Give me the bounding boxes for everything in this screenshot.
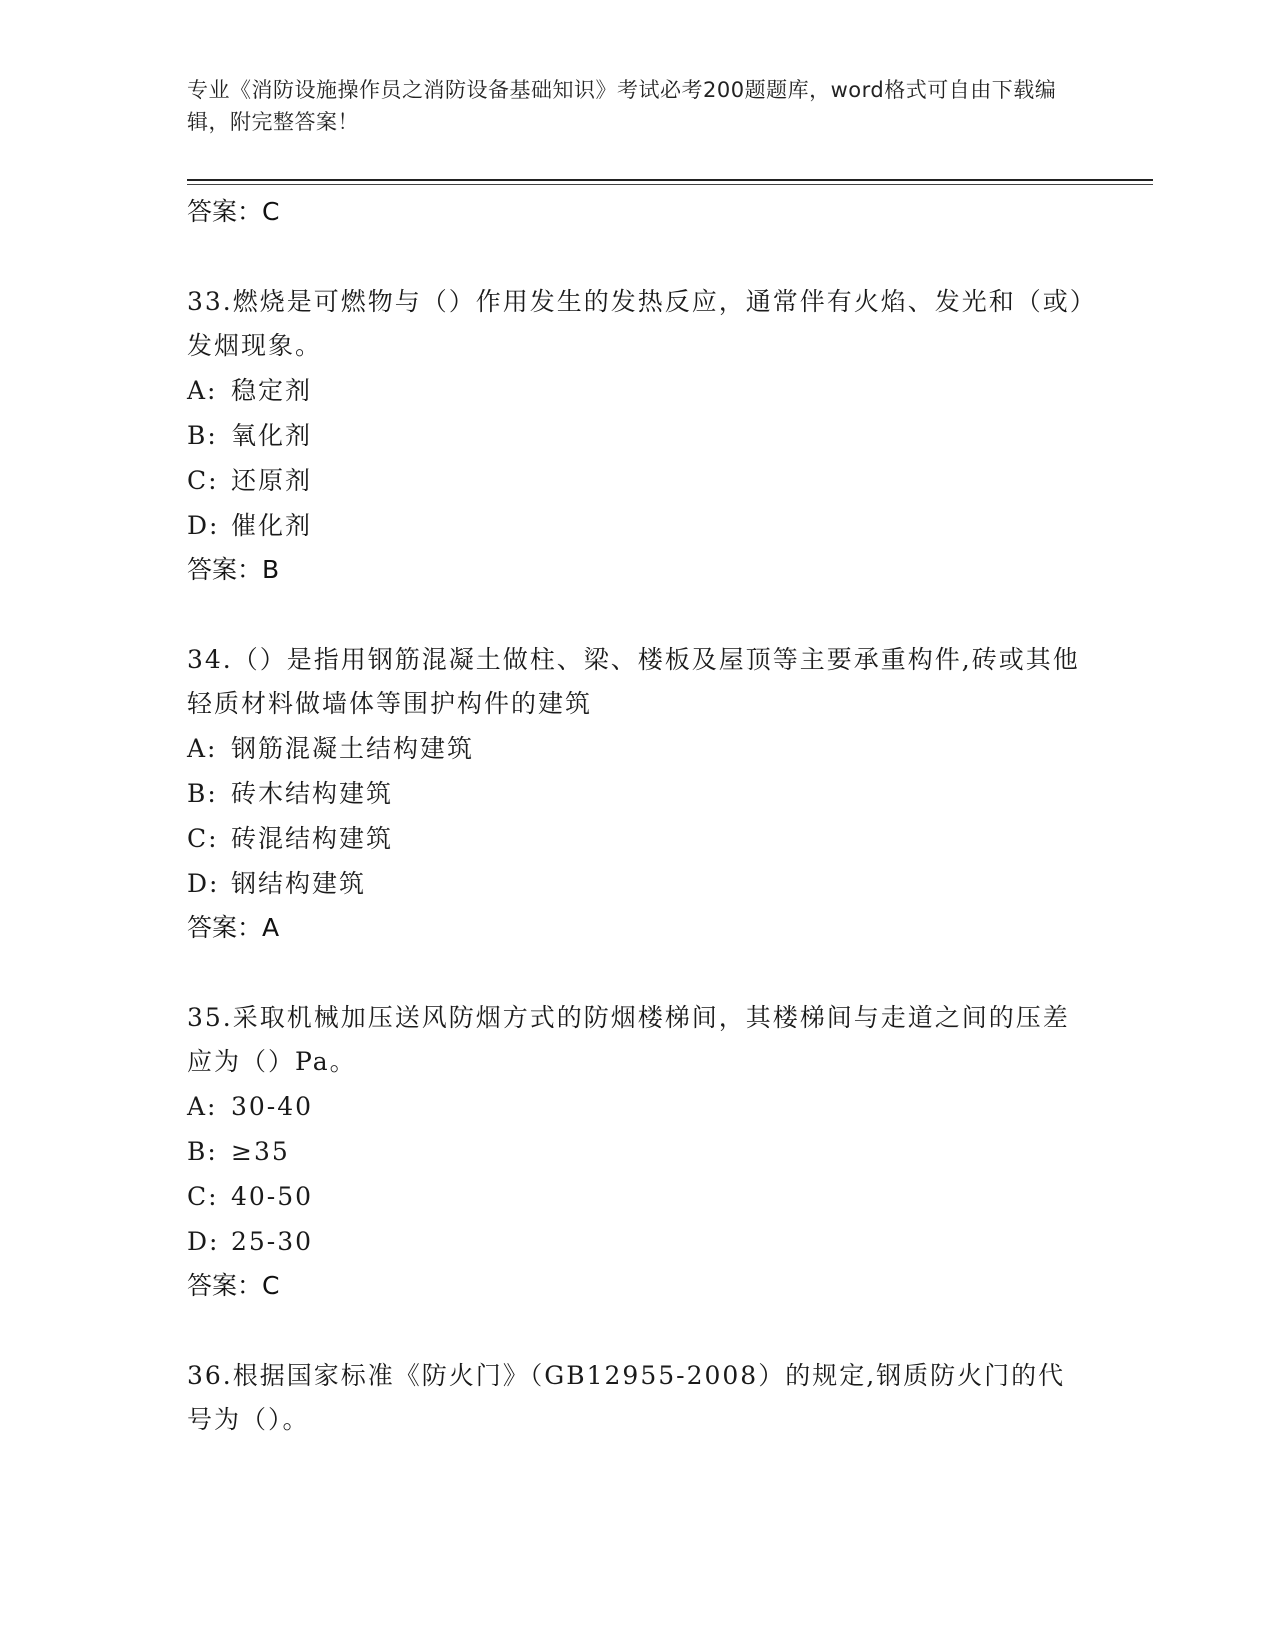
- question-block: [187, 1354, 1087, 1442]
- option-text: 砖混结构建筑: [231, 824, 394, 853]
- option-text: 砖木结构建筑: [231, 779, 394, 808]
- option-text: 25-30: [231, 1227, 314, 1256]
- option-c: [187, 458, 1087, 503]
- option-b: [187, 771, 1087, 816]
- header-divider-thin: [187, 184, 1153, 185]
- option-text: 钢结构建筑: [231, 869, 367, 898]
- option-text: 40-50: [231, 1182, 314, 1211]
- option-letter: C:: [187, 824, 219, 853]
- option-text: 还原剂: [231, 466, 313, 495]
- question-block: [187, 996, 1087, 1308]
- document-header: 专业《消防设施操作员之消防设备基础知识》考试必考200题题库，word格式可自由下载编辑，附完整答案！: [187, 78, 1057, 134]
- option-letter: C:: [187, 466, 219, 495]
- option-text: 30-40: [231, 1092, 314, 1121]
- option-a: [187, 726, 1087, 771]
- option-letter: B:: [187, 779, 218, 808]
- option-letter: D:: [187, 511, 220, 540]
- question-block: [187, 280, 1087, 592]
- option-letter: C:: [187, 1182, 219, 1211]
- option-letter: A:: [187, 1092, 218, 1121]
- question-stem: 35.采取机械加压送风防烟方式的防烟楼梯间，其楼梯间与走道之间的压差应为（）Pa。: [187, 1003, 1070, 1076]
- option-text: 氧化剂: [231, 421, 313, 450]
- option-text: 钢筋混凝土结构建筑: [231, 734, 475, 763]
- option-c: [187, 816, 1087, 861]
- option-d: [187, 1219, 1087, 1264]
- option-letter: D:: [187, 869, 220, 898]
- answer-line: 答案：B: [187, 555, 280, 584]
- option-b: [187, 1129, 1087, 1174]
- question-block: [187, 638, 1087, 950]
- question-stem: 34.（）是指用钢筋混凝土做柱、梁、楼板及屋顶等主要承重构件,砖或其他轻质材料做墙体等围护构件的建筑: [187, 645, 1080, 718]
- option-letter: A:: [187, 376, 218, 405]
- question-list: [187, 190, 1087, 1442]
- option-letter: D:: [187, 1227, 220, 1256]
- question-stem: 33.燃烧是可燃物与（）作用发生的发热反应，通常伴有火焰、发光和（或）发烟现象。: [187, 287, 1085, 360]
- option-letter: A:: [187, 734, 218, 763]
- option-text: 稳定剂: [231, 376, 313, 405]
- option-text: ≥35: [231, 1137, 290, 1166]
- option-b: [187, 413, 1087, 458]
- answer-line: 答案：C: [187, 197, 280, 226]
- option-letter: B:: [187, 1137, 218, 1166]
- answer-line: 答案：A: [187, 913, 280, 942]
- header-divider: [187, 179, 1153, 181]
- option-a: [187, 1084, 1087, 1129]
- question-stem: 36.根据国家标准《防火门》（GB12955-2008）的规定,钢质防火门的代号为（）。: [187, 1361, 1066, 1434]
- option-a: [187, 368, 1087, 413]
- option-d: [187, 861, 1087, 906]
- option-c: [187, 1174, 1087, 1219]
- answer-line: 答案：C: [187, 1271, 280, 1300]
- option-d: [187, 503, 1087, 548]
- option-letter: B:: [187, 421, 218, 450]
- option-text: 催化剂: [231, 511, 313, 540]
